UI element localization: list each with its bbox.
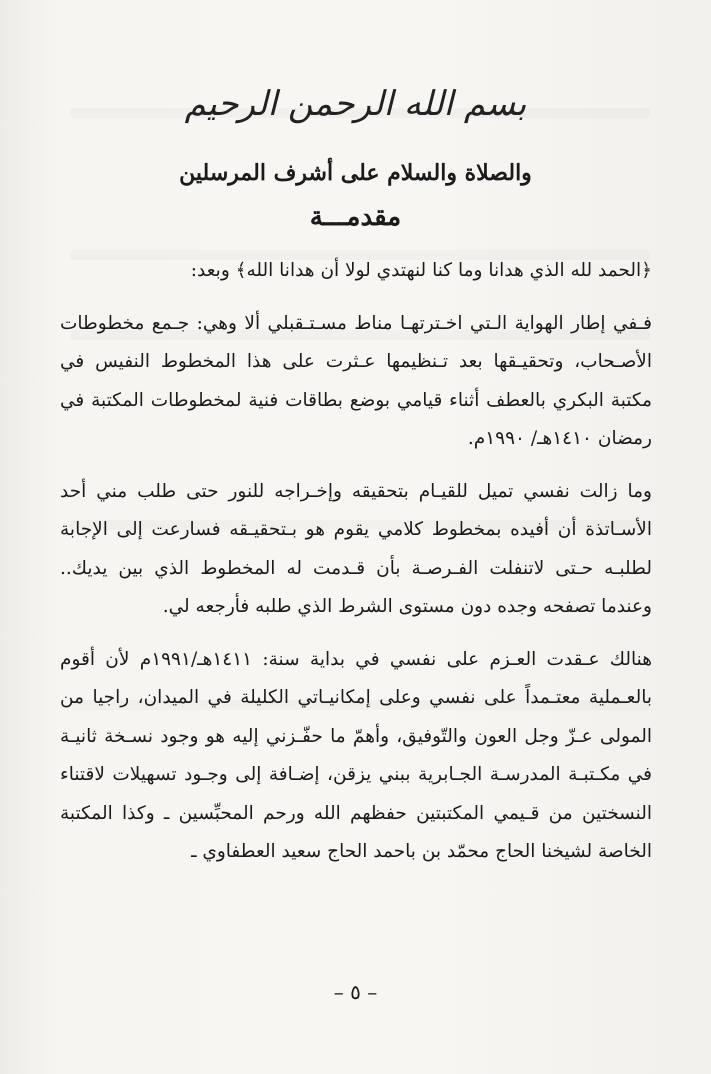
paragraph: وما زالت نفسي تميل للقيـام بتحقيقه وإخـراجه للنور حتى طلب مني أحد الأسـاتذة أن أفيده بمخطوط كلامي يقوم هو بـتحقيـقه فسارعت إلى الإجابة لطلبـه حـتى لاتنفلت الفـرصـة بأن قـدمت له المخطوط الذي بين يديك.. وعندما تصفحه وجده دون مستوى الشرط الذي طلبه فأرجعه لي. bbox=[60, 480, 652, 617]
page-title: مقدمـــة bbox=[309, 202, 402, 232]
paragraph: هنالك عـقدت العـزم على نفسي في بداية سنة: ١٤١١هـ/١٩٩١م لأن أقوم بالعـملية معتـمداً على نفسي وعلى إمكانيـاتي الكليلة في الميدان، راجيا من المولى عـزّ وجل العون والتّوفيق، وأهمّ ما حفّـزني إليه هو وجود نسـخة ثانيـة في مكـتبـة المدرسـة الجـابرية ببني يزقن، إضـافة إلى وجـود تسهيلات لاقتناء النسختين من قـيمي المكتبتين حفظهم الله ورحم المحبِّسين ـ وكذا المكتبة الخاصة لشيخنا الحاج محمّد بن باحمد الحاج سعيد العطفاوي ـ bbox=[60, 648, 652, 862]
paragraph: فـفي إطار الهواية الـتي اخـترتهـا مناط مسـتـقبلي ألا وهي: جـمع مخطوطات الأصـحاب، وتحقيـقها بعد تـنظيمها عـثرت على هذا المخطوط النفيس في مكتبة البكري بالعطف أثناء قيامي بوضع بطاقات فنية لمخطوطات المكتبة في رمضان ١٤١٠هـ/ ١٩٩٠م. bbox=[60, 312, 652, 449]
salutation-line: والصلاة والسلام على أشرف المرسلين bbox=[179, 160, 532, 186]
basmala-calligraphy: بسم الله الرحمن الرحيم bbox=[184, 84, 527, 124]
body-text bbox=[60, 252, 652, 886]
paragraph: ﴿الحمد لله الذي هدانا وما كنا لنهتدي لولا أن هدانا الله﴾ وبعد: bbox=[190, 260, 652, 281]
page-number: – ٥ – bbox=[333, 980, 378, 1004]
